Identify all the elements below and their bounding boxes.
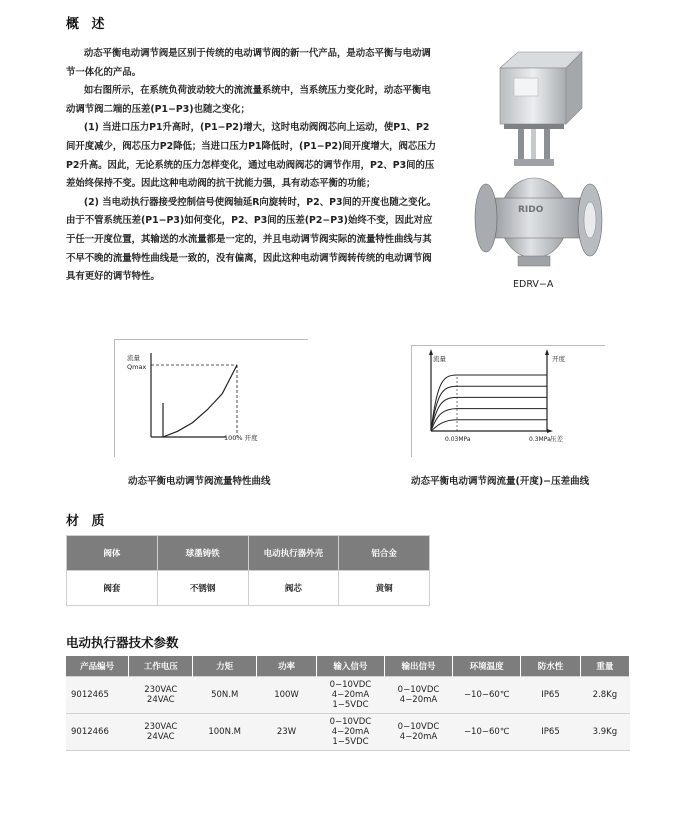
materials-cell: 阀体 (67, 536, 158, 571)
specs-header: 功率 (257, 656, 317, 677)
materials-cell: 电动执行器外壳 (248, 536, 339, 571)
specs-cell: 230VAC 24VAC (129, 714, 193, 751)
specs-cell: 3.9Kg (580, 714, 629, 751)
pressure-x-tick: 0.3MPa (529, 436, 551, 443)
specs-cell: 0−10VDC 4−20mA 1−5VDC (316, 714, 384, 751)
specs-cell: 0−10VDC 4−20mA 1−5VDC (316, 677, 384, 714)
materials-table (66, 535, 430, 606)
materials-cell: 不锈钢 (157, 571, 248, 606)
specs-cell: IP65 (521, 714, 581, 751)
overview-paragraph: (1) 当进口压力P1升高时，(P1−P2)增大，这时电动阀阀芯向上运动，使P1、P2间开度减少，阀芯压力P2降低；当进口压力P1降低时，(P1−P2)间开度增大，阀芯压力P2升高。因此，无论系统的压力怎样变化，通过电动阀阀芯的调节作用，P2、P3间的压差始终保持不变。因此这种电动阀的抗干扰能力强，具有动态平衡的功能； (66, 122, 437, 190)
specs-table (66, 656, 630, 751)
specs-header: 输入信号 (316, 656, 384, 677)
overview-paragraph: 如右图所示，在系统负荷波动较大的流流量系统中，当系统压力变化时，动态平衡电动调节阀二端的压差(P1−P3)也随之变化； (66, 85, 431, 115)
pressure-curve-series (431, 420, 547, 431)
specs-title: 电动执行器技术参数 (66, 635, 179, 650)
pressure-y-right-label: 开度 (552, 355, 565, 363)
materials-cell: 阀套 (67, 571, 158, 606)
flow-x-label: 100% 开度 (224, 434, 258, 442)
pressure-curve-series (431, 375, 547, 431)
materials-title: 材 质 (66, 514, 109, 529)
specs-cell: 0−10VDC 4−20mA (384, 714, 452, 751)
specs-cell: 23W (257, 714, 317, 751)
specs-cell: IP65 (521, 677, 581, 714)
specs-cell: 100N.M (193, 714, 257, 751)
product-model-label: EDRV−A (513, 279, 554, 290)
overview-paragraph: (2) 当电动执行器接受控制信号使阀轴延R向旋转时，P2、P3间的开度也随之变化。由于不管系统压差(P1−P3)如何变化，P2、P3间的压差(P2−P3)始终不变，因此对应于任一开度位置，其输送的水流量都是一定的，并且电动调节阀实际的流量特性曲线与其不早不晚的流量特性曲线是一致的，没有偏离，因此这种电动调节阀转传统的电动调节阀具有更好的调节特性。 (66, 196, 437, 283)
flow-y-label: 流量 (127, 354, 140, 362)
specs-cell: −10−60℃ (453, 714, 521, 751)
pressure-x-label: 压差 (550, 435, 563, 443)
specs-header: 工作电压 (129, 656, 193, 677)
specs-cell: 0−10VDC 4−20mA (384, 677, 452, 714)
overview-title: 概 述 (66, 17, 109, 32)
specs-cell: 50N.M (193, 677, 257, 714)
specs-header: 力矩 (193, 656, 257, 677)
specs-cell: 2.8Kg (580, 677, 629, 714)
specs-cell: 230VAC 24VAC (129, 677, 193, 714)
flow-qmax-label: Qmax (127, 363, 147, 371)
specs-cell: 9012465 (66, 677, 129, 714)
pressure-curve-plot (411, 345, 604, 456)
pressure-curve-series (431, 397, 547, 431)
valve-product-image (470, 38, 620, 276)
pressure-curve-caption: 动态平衡电动调节阀流量(开度)−压差曲线 (411, 476, 590, 487)
materials-cell: 黄铜 (339, 571, 430, 606)
pressure-y-label: 流量 (433, 355, 446, 363)
overview-paragraph: 动态平衡电动调节阀是区别于传统的电动调节阀的新一代产品，是动态平衡与电动调节一体化的产品。 (66, 48, 431, 78)
materials-cell: 球墨铸铁 (157, 536, 248, 571)
specs-cell: 9012466 (66, 714, 129, 751)
table-row (66, 656, 630, 677)
materials-cell: 铝合金 (339, 536, 430, 571)
specs-header: 防水性 (521, 656, 581, 677)
table-row (66, 677, 630, 714)
table-row (67, 536, 430, 571)
flow-curve-series (163, 365, 237, 437)
specs-header: 产品编号 (66, 656, 129, 677)
materials-cell: 阀芯 (248, 571, 339, 606)
specs-cell: 100W (257, 677, 317, 714)
flow-curve-caption: 动态平衡电动调节阀流量特性曲线 (128, 476, 271, 487)
specs-header: 重量 (580, 656, 629, 677)
valve-body-mark: RIDO (518, 205, 544, 215)
pressure-x-tick: 0.03MPa (445, 436, 471, 443)
overview-text (66, 45, 438, 287)
table-row (66, 714, 630, 751)
flow-curve-plot (114, 339, 307, 456)
specs-header: 输出信号 (384, 656, 452, 677)
specs-cell: −10−60℃ (453, 677, 521, 714)
specs-header: 环境温度 (453, 656, 521, 677)
table-row (67, 571, 430, 606)
